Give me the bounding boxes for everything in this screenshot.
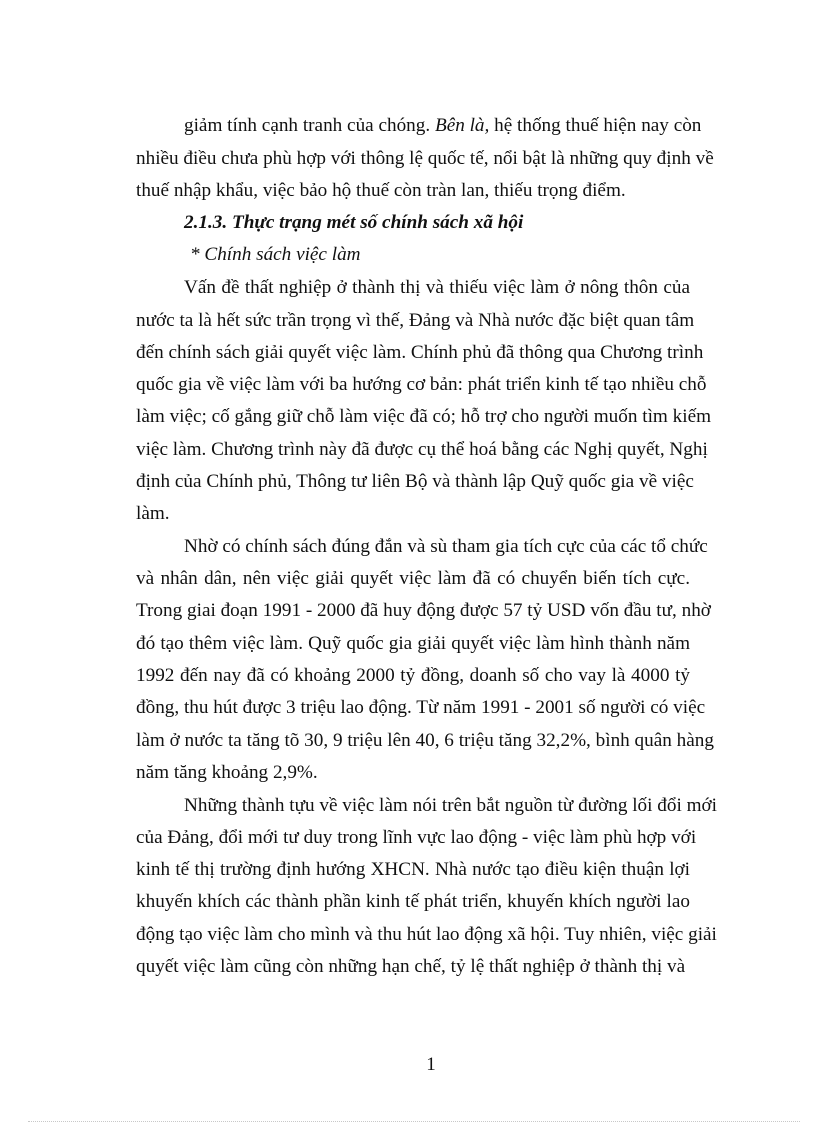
paragraph-line: năm tăng khoảng 2,9%. (136, 762, 318, 783)
paragraph-line: đến chính sách giải quyết việc làm. Chính phủ đã thông qua Chương trình (136, 342, 704, 363)
paragraph-line: quốc gia về việc làm với ba hướng cơ bản: phát triển kinh tế tạo nhiều chỗ (136, 374, 707, 395)
paragraph-line: Trong giai đoạn 1991 - 2000 đã huy động được 57 tỷ USD vốn đầu tư, nhờ (136, 600, 711, 621)
paragraph-line: đồng, thu hút được 3 triệu lao động. Từ năm 1991 - 2001 số người có việc (136, 697, 706, 718)
italic-text-run: Bên là, (434, 115, 490, 136)
page-bottom-rule (28, 1121, 800, 1122)
paragraph-line: Vấn đề thất nghiệp ở thành thị và thiếu việc làm ở nông thôn của (184, 277, 690, 298)
paragraph-line: khuyến khích các thành phần kinh tế phát triển, khuyến khích người lao (136, 891, 690, 912)
paragraph-line (184, 114, 702, 138)
paragraph-line: và nhân dân, nên việc giải quyết việc làm đã có chuyển biến tích cực. (136, 568, 690, 589)
paragraph-line: đó tạo thêm việc làm. Quỹ quốc gia giải quyết việc làm hình thành năm (136, 633, 690, 654)
paragraph-line: của Đảng, đổi mới tư duy trong lĩnh vực lao động - việc làm phù hợp với (136, 827, 697, 848)
text-run: hệ thống thuế hiện nay còn (489, 115, 702, 136)
paragraph-line: nhiều điều chưa phù hợp với thông lệ quốc tế, nổi bật là những quy định về (136, 148, 714, 169)
paragraph-line: làm. (136, 503, 170, 524)
paragraph-line: việc làm. Chương trình này đã được cụ thể hoá bằng các Nghị quyết, Nghị (136, 439, 708, 460)
paragraph-line: định của Chính phủ, Thông tư liên Bộ và thành lập Quỹ quốc gia về việc (136, 471, 694, 492)
paragraph-line: làm việc; cố gắng giữ chỗ làm việc đã có; hỗ trợ cho người muốn tìm kiếm (136, 406, 712, 427)
text-run: giảm tính cạnh tranh của chóng. (184, 115, 435, 136)
page-number: 1 (426, 1054, 436, 1075)
paragraph-line: 1992 đến nay đã có khoảng 2000 tỷ đồng, doanh số cho vay là 4000 tỷ (136, 665, 690, 686)
paragraph-line: nước ta là hết sức trần trọng vì thế, Đảng và Nhà nước đặc biệt quan tâm (136, 310, 695, 331)
paragraph-line: động tạo việc làm cho mình và thu hút lao động xã hội. Tuy nhiên, việc giải (136, 924, 717, 945)
paragraph-line: Những thành tựu về việc làm nói trên bắt nguồn từ đường lối đổi mới (184, 795, 717, 816)
paragraph-line: thuế nhập khẩu, việc bảo hộ thuế còn tràn lan, thiếu trọng điểm. (136, 180, 626, 201)
section-heading: 2.1.3. Thực trạng mét số chính sách xã hội (184, 212, 524, 233)
paragraph-line: quyết việc làm cũng còn những hạn chế, tỷ lệ thất nghiệp ở thành thị và (136, 956, 686, 977)
subheading: * Chính sách việc làm (190, 244, 361, 265)
paragraph-line: Nhờ có chính sách đúng đắn và sù tham gia tích cực của các tổ chức (184, 536, 708, 557)
paragraph-line: kinh tế thị trường định hướng XHCN. Nhà nước tạo điều kiện thuận lợi (136, 859, 690, 880)
paragraph-line: làm ở nước ta tăng tõ 30, 9 triệu lên 40, 6 triệu tăng 32,2%, bình quân hàng (136, 730, 714, 751)
